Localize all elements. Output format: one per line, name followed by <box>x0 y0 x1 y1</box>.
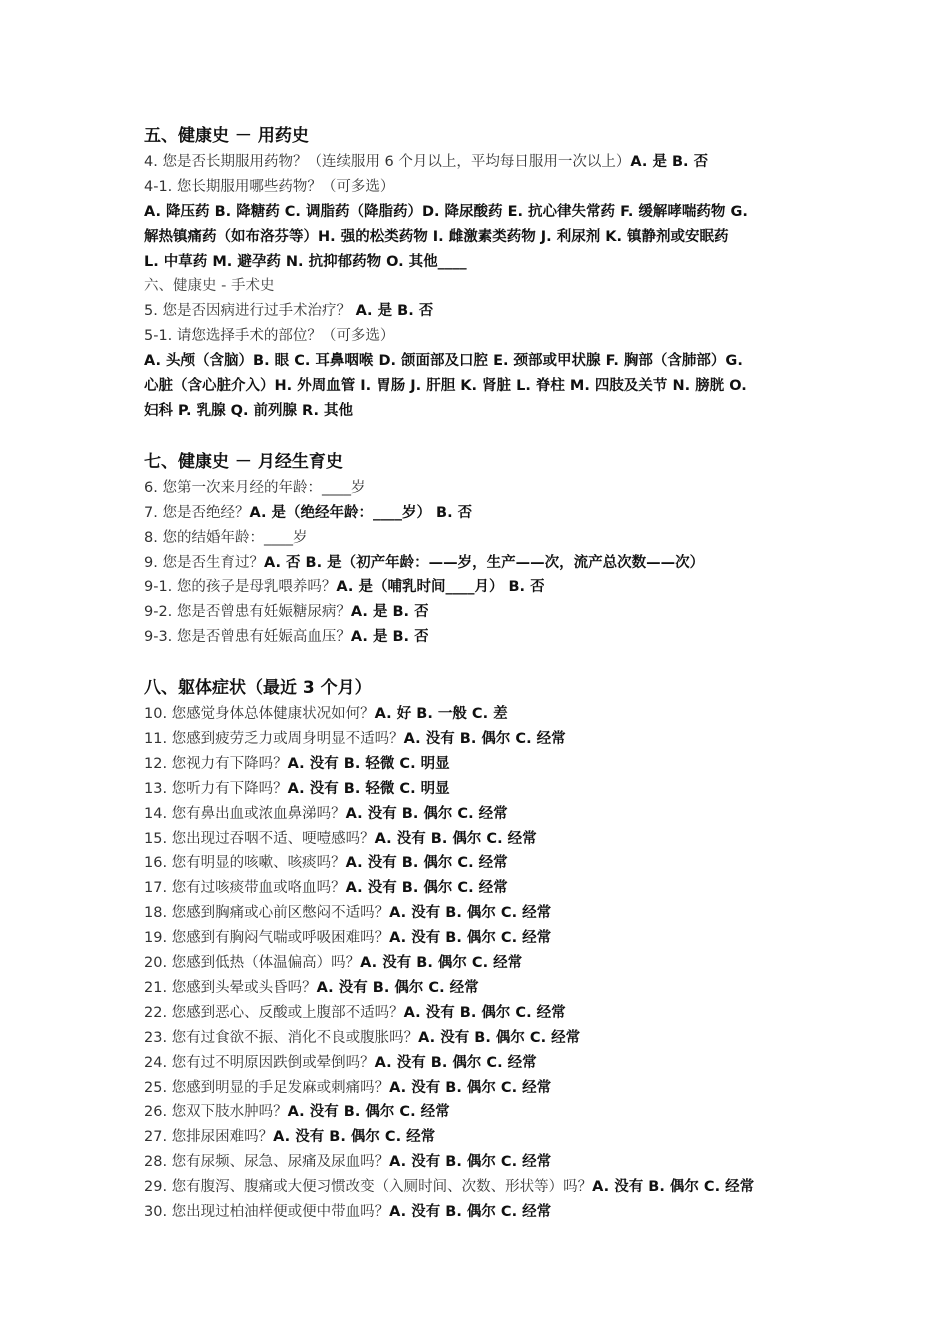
question-line: 28. 您有尿频、尿急、尿痛及尿血吗？A. 没有 B. 偶尔 C. 经常 <box>144 1154 552 1171</box>
section-heading: 六、健康史 - 手术史 <box>144 278 275 295</box>
question-line: 10. 您感觉身体总体健康状况如何？A. 好 B. 一般 C. 差 <box>144 706 508 723</box>
question-line: 23. 您有过食欲不振、消化不良或腹胀吗？A. 没有 B. 偶尔 C. 经常 <box>144 1029 581 1046</box>
options-line: L. 中草药 M. 避孕药 N. 抗抑郁药物 O. 其他____ <box>144 253 467 270</box>
question-line: 6. 您第一次来月经的年龄：____岁 <box>144 479 366 496</box>
section-medication-history <box>144 123 824 274</box>
question-line: 7. 您是否绝经？A. 是（绝经年龄：____岁） B. 否 <box>144 504 473 521</box>
section-heading: 七、健康史 － 月经生育史 <box>144 451 343 472</box>
options-line: A. 降压药 B. 降糖药 C. 调脂药（降脂药）D. 降尿酸药 E. 抗心律失常药 F. 缓解哮喘药物 G. <box>144 203 748 220</box>
question-line: 4. 您是否长期服用药物？（连续服用 6 个月以上，平均每日服用一次以上）A. 是 B. 否 <box>144 154 709 170</box>
questionnaire-page <box>144 123 824 1225</box>
question-line: 17. 您有过咳痰带血或咯血吗？A. 没有 B. 偶尔 C. 经常 <box>144 880 508 897</box>
question-line: 12. 您视力有下降吗？A. 没有 B. 轻微 C. 明显 <box>144 755 450 772</box>
section-surgery-history <box>144 274 824 423</box>
question-line: 29. 您有腹泻、腹痛或大便习惯改变（入厕时间、次数、形状等）吗？A. 没有 B. 偶尔 C. 经常 <box>144 1179 755 1196</box>
question-line: 9. 您是否生育过？A. 否 B. 是（初产年龄：——岁，生产——次，流产总次数——次） <box>144 554 705 571</box>
question-line: 13. 您听力有下降吗？A. 没有 B. 轻微 C. 明显 <box>144 780 450 797</box>
question-line: 4-1. 您长期服用哪些药物？（可多选） <box>144 178 395 195</box>
question-line: 21. 您感到头晕或头昏吗？A. 没有 B. 偶尔 C. 经常 <box>144 979 479 996</box>
options-line: A. 头颅（含脑）B. 眼 C. 耳鼻咽喉 D. 颌面部及口腔 E. 颈部或甲状腺 F. 胸部（含肺部）G. <box>144 353 743 370</box>
question-line: 8. 您的结婚年龄：____岁 <box>144 529 308 546</box>
section-heading: 八、躯体症状（最近 3 个月） <box>144 678 372 699</box>
question-line: 5-1. 请您选择手术的部位？（可多选） <box>144 328 395 345</box>
question-line: 16. 您有明显的咳嗽、咳痰吗？A. 没有 B. 偶尔 C. 经常 <box>144 855 508 872</box>
question-line: 20. 您感到低热（体温偏高）吗？A. 没有 B. 偶尔 C. 经常 <box>144 955 523 972</box>
question-line: 11. 您感到疲劳乏力或周身明显不适吗？A. 没有 B. 偶尔 C. 经常 <box>144 731 566 748</box>
question-line: 5. 您是否因病进行过手术治疗？ A. 是 B. 否 <box>144 303 434 320</box>
spacer <box>144 650 824 675</box>
question-line: 15. 您出现过吞咽不适、哽噎感吗？A. 没有 B. 偶尔 C. 经常 <box>144 830 537 847</box>
options-line: 心脏（含心脏介入）H. 外周血管 I. 胃肠 J. 肝胆 K. 肾脏 L. 脊柱 M. 四肢及关节 N. 膀胱 O. <box>144 378 747 395</box>
section-physical-symptoms <box>144 675 824 1225</box>
question-line: 18. 您感到胸痛或心前区憋闷不适吗？A. 没有 B. 偶尔 C. 经常 <box>144 905 552 922</box>
question-line: 9-3. 您是否曾患有妊娠高血压？A. 是 B. 否 <box>144 629 429 646</box>
section-menstrual-history <box>144 449 824 650</box>
question-line: 26. 您双下肢水肿吗？A. 没有 B. 偶尔 C. 经常 <box>144 1104 450 1121</box>
question-line: 27. 您排尿困难吗？A. 没有 B. 偶尔 C. 经常 <box>144 1129 436 1146</box>
question-line: 25. 您感到明显的手足发麻或刺痛吗？A. 没有 B. 偶尔 C. 经常 <box>144 1079 552 1096</box>
options-line: 解热镇痛药（如布洛芬等）H. 强的松类药物 I. 雌激素类药物 J. 利尿剂 K. 镇静剂或安眠药 <box>144 228 729 245</box>
question-line: 19. 您感到有胸闷气喘或呼吸困难吗？A. 没有 B. 偶尔 C. 经常 <box>144 930 552 947</box>
options-line: 妇科 P. 乳腺 Q. 前列腺 R. 其他 <box>144 403 354 420</box>
section-heading: 五、健康史 － 用药史 <box>144 126 309 146</box>
question-line: 22. 您感到恶心、反酸或上腹部不适吗？A. 没有 B. 偶尔 C. 经常 <box>144 1004 566 1021</box>
question-line: 24. 您有过不明原因跌倒或晕倒吗？A. 没有 B. 偶尔 C. 经常 <box>144 1054 537 1071</box>
question-line: 14. 您有鼻出血或浓血鼻涕吗？A. 没有 B. 偶尔 C. 经常 <box>144 805 508 822</box>
question-line: 9-2. 您是否曾患有妊娠糖尿病？A. 是 B. 否 <box>144 604 429 621</box>
question-line: 9-1. 您的孩子是母乳喂养吗？A. 是（哺乳时间____月） B. 否 <box>144 579 545 596</box>
question-line: 30. 您出现过柏油样便或便中带血吗？A. 没有 B. 偶尔 C. 经常 <box>144 1203 552 1220</box>
spacer <box>144 424 824 449</box>
